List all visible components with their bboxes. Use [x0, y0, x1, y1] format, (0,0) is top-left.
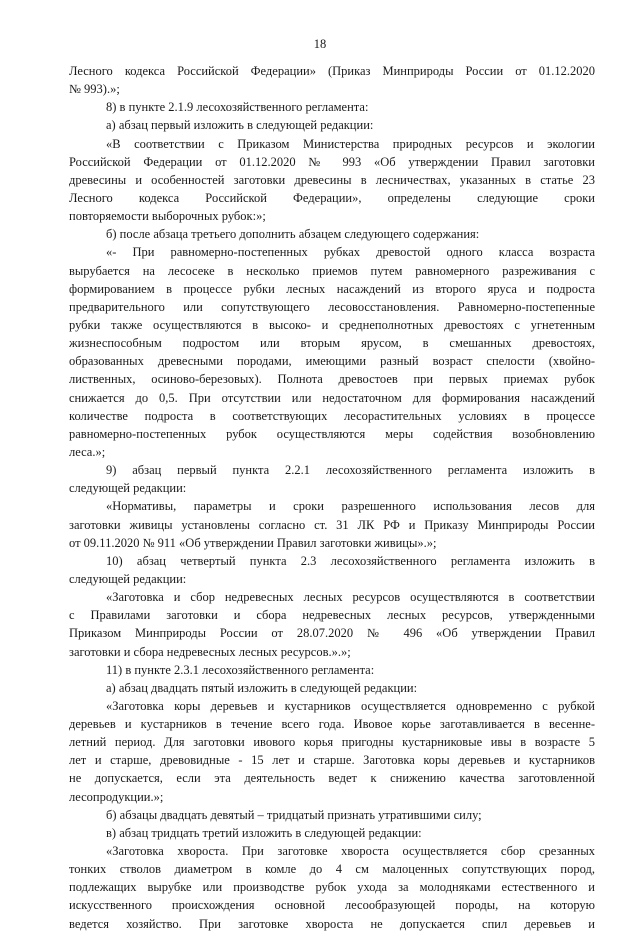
text-line: Приказом Минприроды России от 28.07.2020 № 496 «Об утверждении Правил: [69, 626, 595, 641]
text-line: «Заготовка хвороста. При заготовке хвороста осуществляется сбор срезанных: [106, 844, 595, 859]
text-line: жизнеспособным подростом или вторым ярусом, в смешанных древостоях,: [69, 336, 595, 351]
text-line: «Заготовка коры деревьев и кустарников осуществляется одновременно с рубкой: [106, 698, 595, 713]
text-line: «Нормативы, параметры и сроки разрешенного использования лесов для: [106, 499, 595, 514]
text-line: древесины и особенностей заготовки древесины в лесничествах, указанных в статье 23: [69, 172, 595, 187]
text-line: предварительного или сопутствующего лесовосстановления. Равномерно-постепенные: [69, 299, 595, 314]
text-line: тонких стволов диаметром в комле до 4 см малоценных сопутствующих пород,: [69, 862, 595, 877]
body-text: [69, 62, 595, 933]
text-line: лиственных, осиново-березовых). Полнота древостоев при первых приемах рубок: [69, 372, 595, 387]
text-line: а) абзац двадцать пятый изложить в следующей редакции:: [106, 680, 418, 695]
text-line: Российской Федерации от 01.12.2020 № 993 «Об утверждении Правил заготовки: [69, 154, 595, 169]
text-line: формированием в процессе рубки лесных насаждений из второго яруса и подроста: [69, 281, 595, 296]
text-line: 11) в пункте 2.3.1 лесохозяйственного регламента:: [106, 662, 375, 677]
text-line: б) абзацы двадцать девятый – тридцатый признать утратившими силу;: [106, 807, 482, 822]
text-line: заготовки живицы установлены согласно ст. 31 ЛК РФ и Приказу Минприроды России: [69, 517, 595, 532]
text-line: 9) абзац первый пункта 2.2.1 лесохозяйственного регламента изложить в: [106, 463, 595, 478]
text-line: следующей редакции:: [69, 571, 187, 586]
text-line: леса.»;: [69, 444, 106, 459]
text-line: Лесного кодекса Российской Федерации» (Приказ Минприроды России от 01.12.2020: [69, 64, 595, 78]
text-line: Лесного кодекса Российской Федерации», определены следующие сроки: [69, 190, 595, 205]
text-line: «Заготовка и сбор недревесных лесных ресурсов осуществляются в соответствии: [106, 590, 595, 605]
text-line: лесопродукции.»;: [69, 789, 164, 804]
text-line: рубки также осуществляются в высоко- и среднеполнотных древостоях с угнетенным: [69, 317, 595, 332]
text-line: б) после абзаца третьего дополнить абзацем следующего содержания:: [106, 227, 480, 242]
page-number: 18: [313, 37, 327, 51]
text-line: вырубается на лесосеке в несколько приемов путем равномерного разреживания с: [69, 263, 595, 278]
text-line: ведется хозяйство. При заготовке хвороста не допускается спил деревьев и: [69, 916, 595, 931]
text-line: «- При равномерно-постепенных рубках древостой одного класса возраста: [106, 245, 595, 260]
text-line: лет и старше, древовидные - 15 лет и старше. Заготовка коры деревьев и кустарников: [69, 753, 595, 768]
text-line: от 09.11.2020 № 911 «Об утверждении Правил заготовки живицы».»;: [69, 535, 437, 550]
text-line: количестве подроста в соответствующих лесорастительных условиях в процессе: [69, 408, 595, 423]
text-line: № 993).»;: [69, 82, 120, 97]
text-line: заготовки и сбора недревесных лесных ресурсов.».»;: [69, 644, 351, 659]
text-line: в) абзац тридцать третий изложить в следующей редакции:: [106, 825, 422, 840]
text-line: повторяемости выборочных рубок:»;: [69, 209, 266, 224]
text-line: искусственного происхождения основной лесообразующей породы, на которую: [69, 898, 595, 913]
text-line: подлежащих вырубке или производстве рубок ухода за молодняками естественного и: [69, 880, 595, 895]
text-line: а) абзац первый изложить в следующей редакции:: [106, 118, 374, 133]
text-line: с Правилами заготовки и сбора недревесных лесных ресурсов, утвержденными: [69, 608, 595, 623]
text-line: деревьев и кустарников в течение всего года. Ивовое корье заготавливается в весенне-: [69, 717, 595, 732]
text-line: образованных древесными породами, имеющими разный возраст спелости (хвойно-: [69, 354, 595, 369]
text-line: следующей редакции:: [69, 481, 187, 496]
text-line: равномерно-постепенных рубок осуществляются меры содействия возобновлению: [69, 426, 595, 441]
text-line: «В соответствии с Приказом Министерства природных ресурсов и экологии: [106, 136, 595, 151]
text-line: летний период. Для заготовки ивового корья пригодны кустарниковые ивы в возрасте 5: [69, 735, 595, 750]
text-line: снижается до 0,5. При отсутствии или недостаточном для формирования насаждений: [69, 390, 595, 405]
text-line: не допускается, если эта деятельность ведет к снижению качества заготовленной: [69, 771, 595, 786]
text-line: 8) в пункте 2.1.9 лесохозяйственного регламента:: [106, 100, 369, 115]
text-line: 10) абзац четвертый пункта 2.3 лесохозяйственного регламента изложить в: [106, 553, 595, 568]
